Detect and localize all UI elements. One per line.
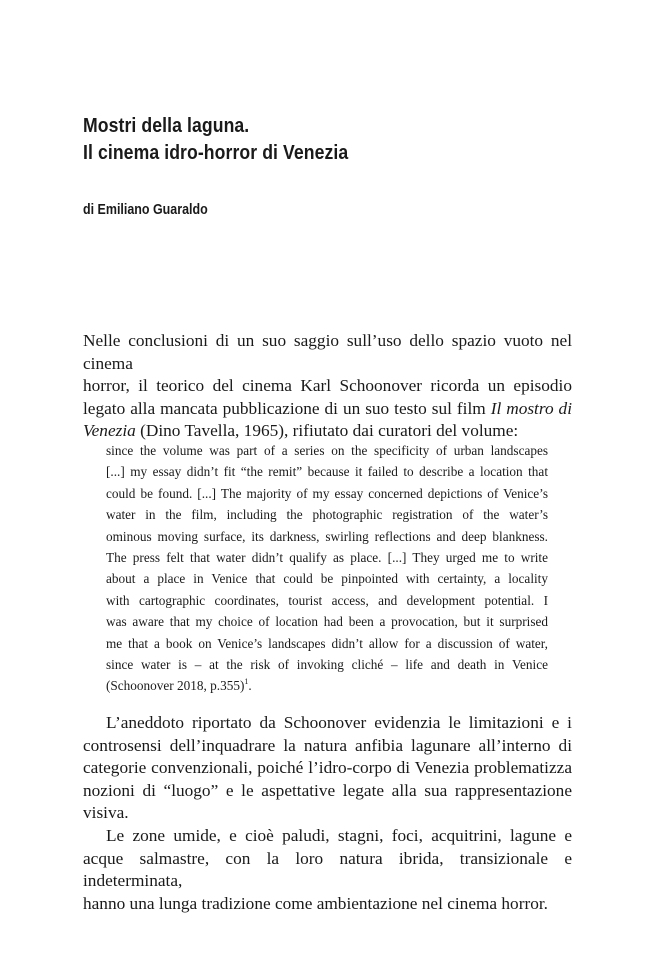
quote-line: since water is – at the risk of invoking cliché – life and death in Venice xyxy=(106,657,548,673)
quote-line: The press felt that water didn’t qualify as place. [...] They urged me to write xyxy=(106,550,548,566)
quote-line xyxy=(106,675,548,696)
article-title xyxy=(83,112,513,166)
text-segment: (Dino Tavella, 1965), rifiutato dai curatori del volume: xyxy=(135,421,519,441)
text-line: nozioni di “luogo” e le aspettative legate alla sua rappresentazione xyxy=(83,780,572,800)
quote-line: water in the film, including the photographic registration of the water’s xyxy=(106,507,548,523)
text-line: Nelle conclusioni di un suo saggio sull’uso dello spazio vuoto nel cinema xyxy=(83,331,572,373)
quote-line: could be found. [...] The majority of my essay concerned depictions of Venice’s xyxy=(106,485,548,501)
end-punctuation: . xyxy=(248,678,252,694)
quote-line: was aware that my choice of location had been a provocation, but it surprised xyxy=(106,614,548,630)
text-line xyxy=(83,398,572,421)
text-line: acque salmastre, con la loro natura ibrida, transizionale e indeterminata, xyxy=(83,848,572,891)
text-line: categorie convenzionali, poiché l’idro-corpo di Venezia problematizza xyxy=(83,758,572,778)
quote-line: ominous moving surface, its darkness, swirling reflections and deep blankness. xyxy=(106,528,548,544)
quote-line: about a place in Venice that could be pinpointed with certainty, a locality xyxy=(106,571,548,587)
film-title-italic: Venezia xyxy=(83,421,136,441)
author-byline: di Emiliano Guaraldo xyxy=(83,202,208,218)
text-line: Le zone umide, e cioè paludi, stagni, foci, acquitrini, lagune e xyxy=(106,825,572,845)
footnote-marker[interactable]: 1 xyxy=(244,677,249,687)
text-line: controsensi dell’inquadrare la natura anfibia lagunare all’interno di xyxy=(83,735,572,755)
title-line-1: Mostri della laguna. xyxy=(83,114,250,137)
quote-line: with cartographic coordinates, tourist access, and development potential. I xyxy=(106,592,548,608)
citation: (Schoonover 2018, p.355) xyxy=(106,678,245,694)
film-title-italic: Il mostro di xyxy=(490,398,572,418)
paragraph-intro xyxy=(83,330,572,443)
text-line: L’aneddoto riportato da Schoonover evidenzia le limitazioni e i xyxy=(106,713,572,732)
paragraph-body xyxy=(83,712,572,915)
text-line: visiva. xyxy=(83,803,129,823)
quote-line: since the volume was part of a series on the specificity of urban landscapes xyxy=(106,443,548,458)
text-line: hanno una lunga tradizione come ambientazione nel cinema horror. xyxy=(83,893,548,913)
quote-line: me that a book on Venice’s landscapes didn’t allow for a discussion of water, xyxy=(106,635,548,651)
text-line: horror, il teorico del cinema Karl Schoonover ricorda un episodio xyxy=(83,376,572,396)
title-line-2: Il cinema idro-horror di Venezia xyxy=(83,141,349,164)
quote-line: [...] my essay didn’t fit “the remit” because it failed to describe a location that xyxy=(106,464,548,480)
block-quote xyxy=(106,440,548,697)
text-segment: legato alla mancata pubblicazione di un suo testo sul film xyxy=(83,398,491,418)
